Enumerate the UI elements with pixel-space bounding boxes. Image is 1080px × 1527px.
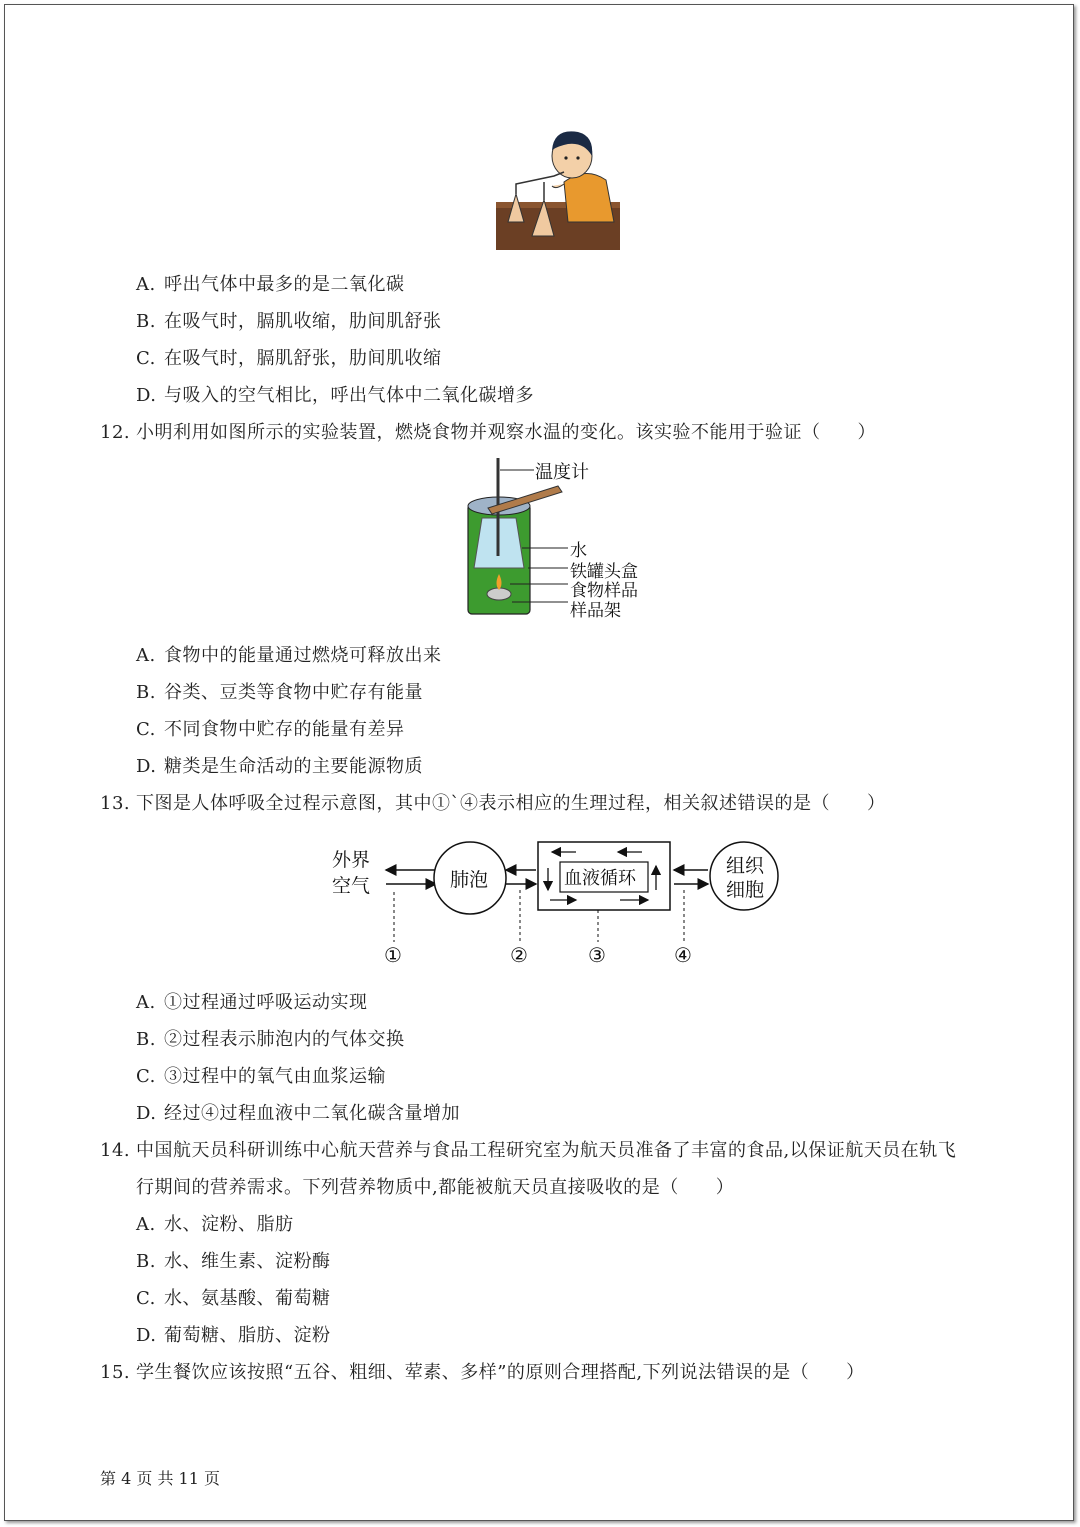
question-number: 13. [100, 793, 131, 814]
q14-option-a [136, 1210, 294, 1236]
q13-option-a [136, 988, 368, 1014]
option-text: 水、氨基酸、葡萄糖 [164, 1288, 331, 1309]
question-number: 12. [100, 422, 131, 443]
option-text: 谷类、豆类等食物中贮存有能量 [164, 682, 423, 703]
label-rack: 样品架 [570, 601, 621, 621]
option-text: ③过程中的氧气由血浆运输 [164, 1066, 386, 1087]
q14-option-d [136, 1321, 331, 1347]
option-letter: D. [136, 1325, 157, 1346]
label-water: 水 [570, 541, 587, 561]
option-letter: D. [136, 1103, 157, 1124]
option-text: 不同食物中贮存的能量有差异 [164, 719, 405, 740]
option-text: 与吸入的空气相比，呼出气体中二氧化碳增多 [164, 385, 534, 406]
question-text: 学生餐饮应该按照“五谷、粗细、荤素、多样”的原则合理搭配,下列说法错误的是（ ） [136, 1362, 865, 1383]
marker-4: ④ [674, 943, 692, 967]
question-text: 下图是人体呼吸全过程示意图，其中①`④表示相应的生理过程，相关叙述错误的是（ ） [136, 793, 886, 814]
option-text: 经过④过程血液中二氧化碳含量增加 [164, 1103, 460, 1124]
label-sample: 食物样品 [570, 581, 638, 601]
option-letter: C. [136, 719, 156, 740]
q11-option-c [136, 344, 442, 370]
q11-option-a [136, 270, 405, 296]
option-text: 在吸气时，膈肌收缩，肋间肌舒张 [164, 311, 442, 332]
q12-option-a [136, 641, 442, 667]
option-text: ②过程表示肺泡内的气体交换 [164, 1029, 405, 1050]
option-letter: C. [136, 348, 156, 369]
label-tissue-cell-2: 细胞 [726, 879, 765, 901]
q11-option-d [136, 381, 534, 407]
marker-3: ③ [588, 943, 606, 967]
q12-option-c [136, 715, 405, 741]
q11-option-b [136, 307, 442, 333]
label-can: 铁罐头盒 [570, 562, 638, 582]
option-letter: A. [136, 1214, 156, 1235]
option-text: 水、淀粉、脂肪 [164, 1214, 294, 1235]
option-letter: B. [136, 311, 156, 332]
q12-stem [100, 418, 876, 444]
boy-experiment-figure [494, 126, 622, 252]
marker-1: ① [384, 943, 402, 967]
option-letter: B. [136, 1029, 156, 1050]
page-footer: 第 4 页 共 11 页 [100, 1469, 220, 1488]
q13-option-c [136, 1062, 386, 1088]
option-text: 糖类是生命活动的主要能源物质 [164, 756, 423, 777]
option-letter: A. [136, 645, 156, 666]
question-text: 行期间的营养需求。下列营养物质中,都能被航天员直接吸收的是（ ） [136, 1177, 735, 1198]
q14-stem-line2 [136, 1173, 734, 1199]
option-letter: C. [136, 1288, 156, 1309]
option-letter: D. [136, 756, 157, 777]
q12-option-b [136, 678, 423, 704]
question-text: 中国航天员科研训练中心航天营养与食品工程研究室为航天员准备了丰富的食品,以保证航天员在轨飞 [136, 1140, 957, 1161]
food-burning-apparatus-figure [460, 456, 660, 626]
label-blood-circulation: 血液循环 [564, 868, 636, 889]
label-thermometer: 温度计 [535, 462, 589, 483]
option-letter: D. [136, 385, 157, 406]
q13-stem [100, 789, 886, 815]
option-text: 水、维生素、淀粉酶 [164, 1251, 331, 1272]
question-text: 小明利用如图所示的实验装置，燃烧食物并观察水温的变化。该实验不能用于验证（ ） [136, 422, 876, 443]
q15-stem [100, 1358, 865, 1384]
q14-option-b [136, 1247, 331, 1273]
q14-stem-line1 [100, 1136, 956, 1162]
option-letter: B. [136, 1251, 156, 1272]
label-tissue-cell-1: 组织 [726, 855, 765, 877]
option-text: 呼出气体中最多的是二氧化碳 [164, 274, 405, 295]
q12-option-d [136, 752, 423, 778]
q14-option-c [136, 1284, 331, 1310]
label-alveoli: 肺泡 [450, 869, 489, 891]
q13-option-d [136, 1099, 460, 1125]
option-text: 在吸气时，膈肌舒张，肋间肌收缩 [164, 348, 442, 369]
option-letter: C. [136, 1066, 156, 1087]
marker-2: ② [510, 943, 528, 967]
question-number: 15. [100, 1362, 131, 1383]
option-letter: B. [136, 682, 156, 703]
option-letter: A. [136, 274, 156, 295]
option-text: 葡萄糖、脂肪、淀粉 [164, 1325, 331, 1346]
respiration-process-diagram [330, 834, 790, 968]
option-text: ①过程通过呼吸运动实现 [164, 992, 368, 1013]
q13-option-b [136, 1025, 405, 1051]
label-outside-air-2: 空气 [332, 875, 371, 897]
option-text: 食物中的能量通过燃烧可释放出来 [164, 645, 442, 666]
label-outside-air-1: 外界 [332, 849, 371, 871]
question-number: 14. [100, 1140, 131, 1161]
option-letter: A. [136, 992, 156, 1013]
